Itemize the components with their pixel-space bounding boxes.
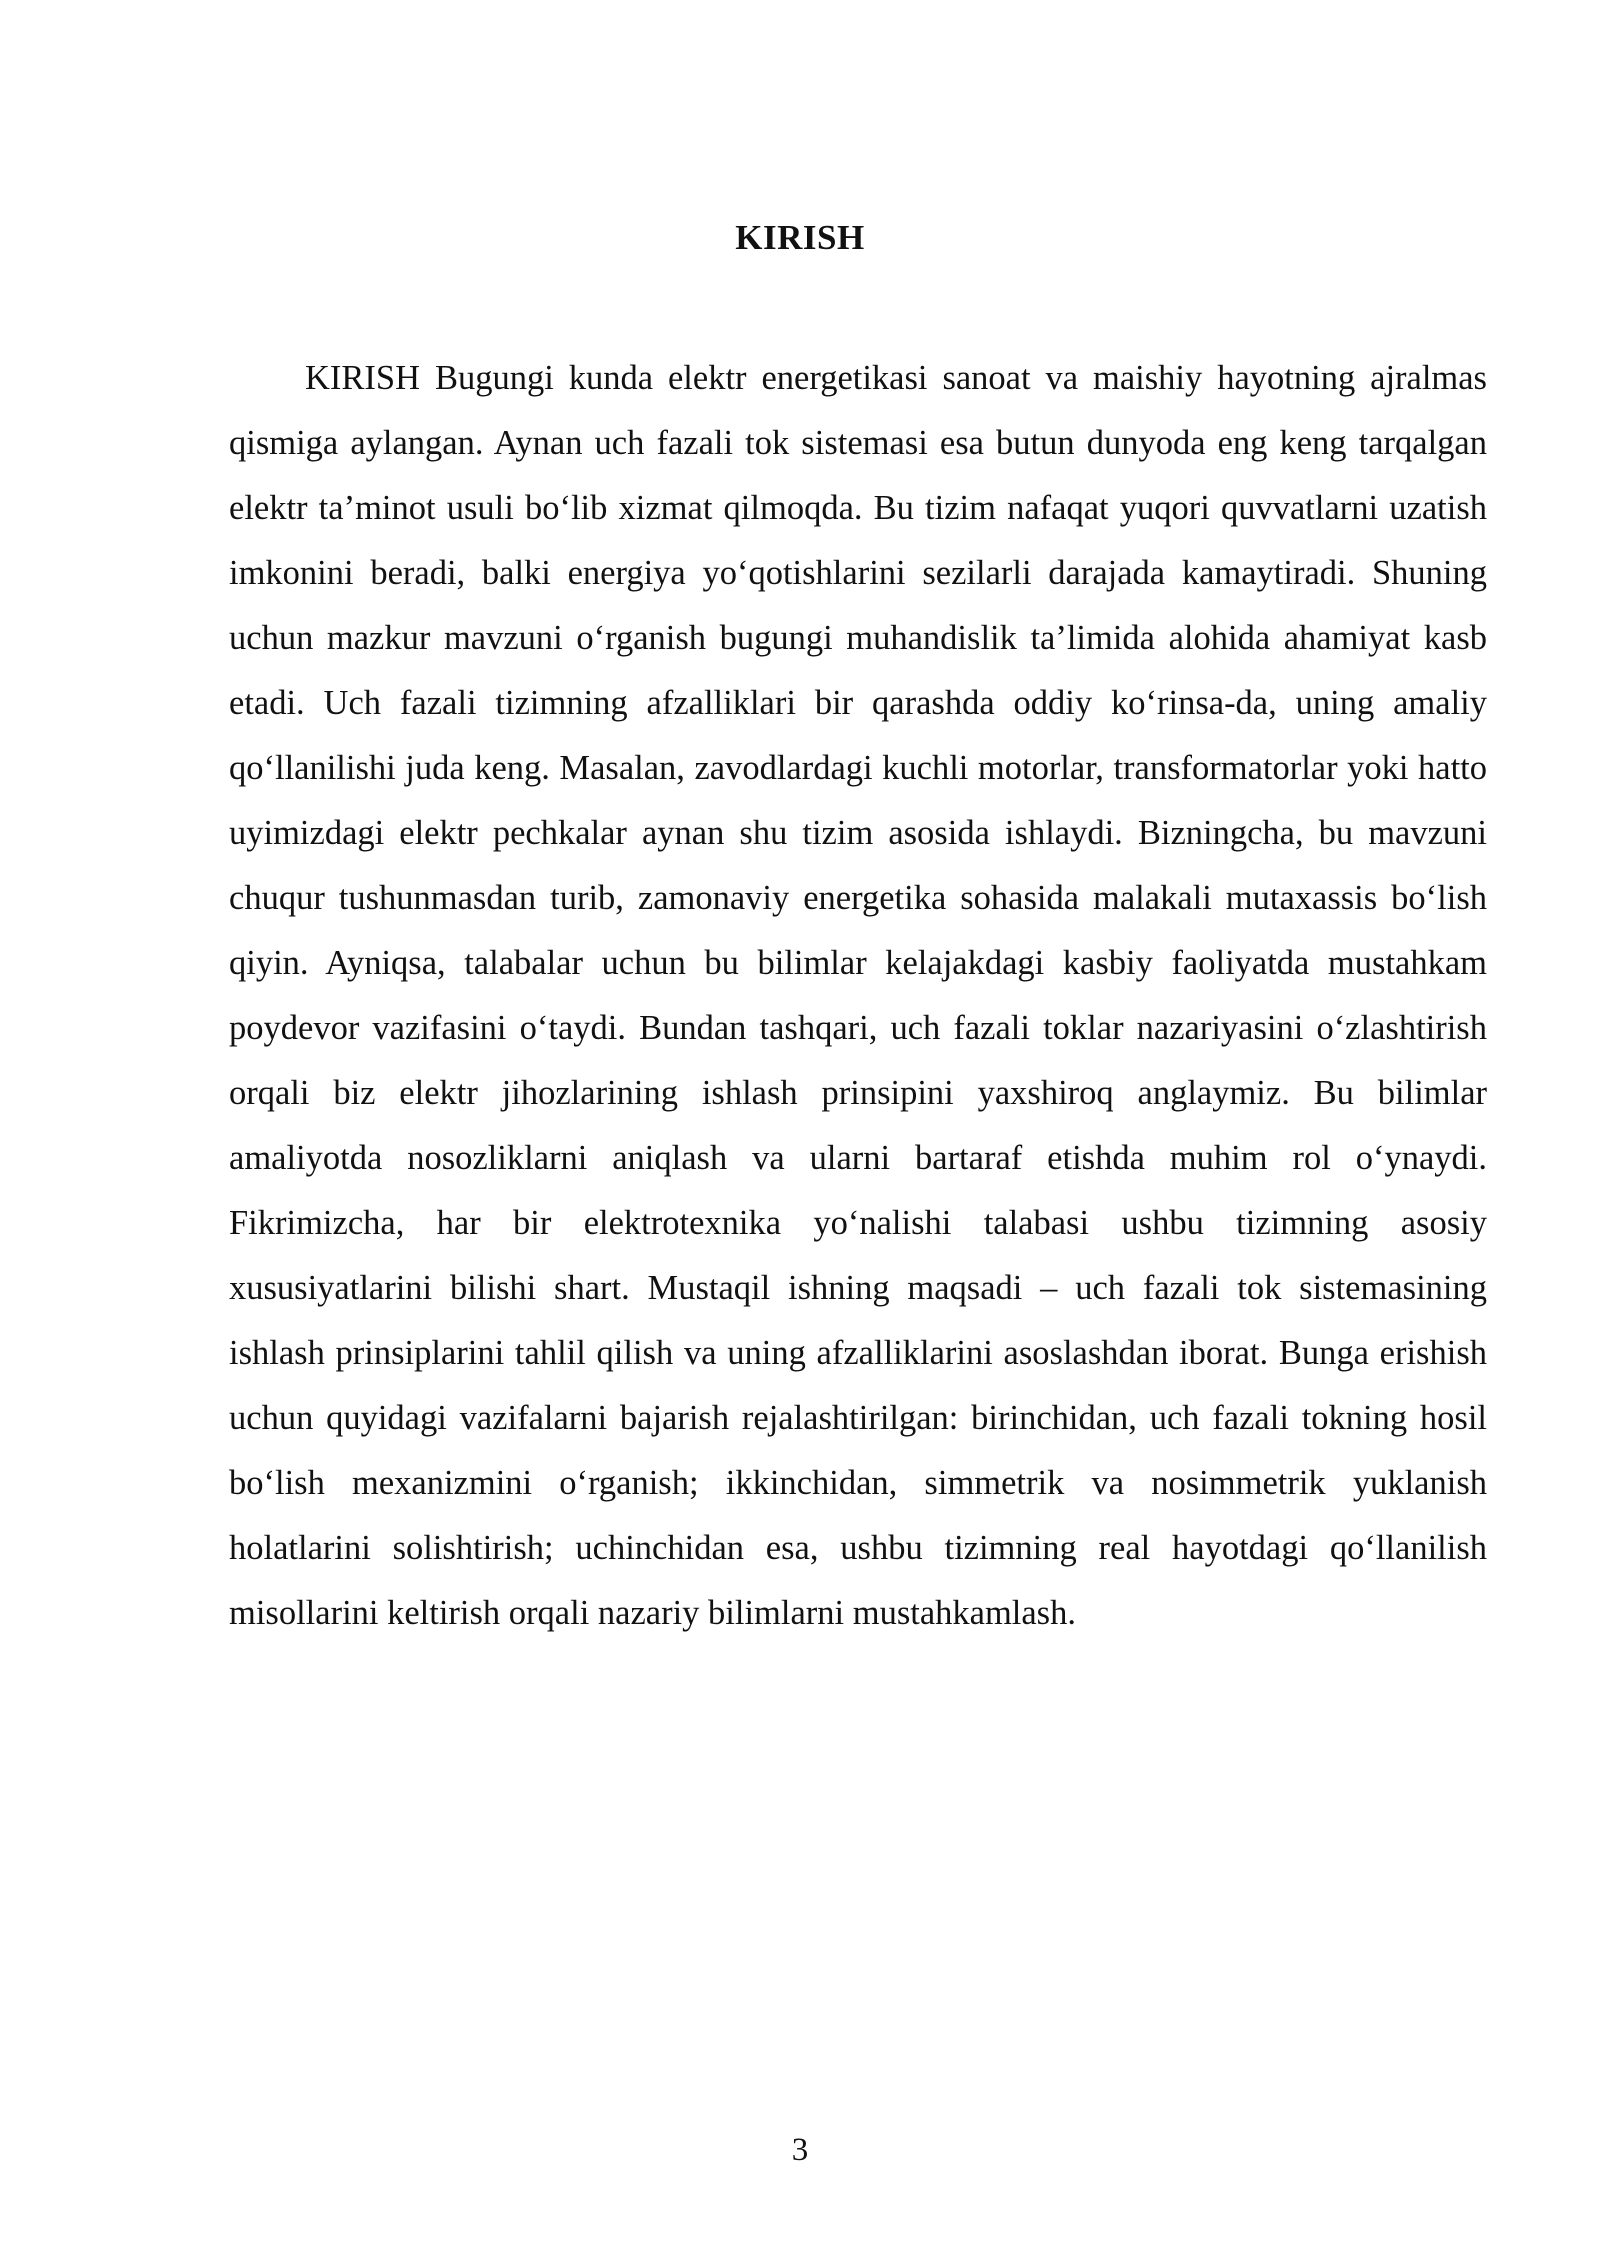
- page-number: 3: [791, 2132, 809, 2168]
- section-heading: KIRISH: [735, 218, 865, 257]
- body-paragraph: KIRISH Bugungi kunda elektr energetikasi sanoat va maishiy hayotning ajralmas qismiga aylangan. Aynan uch fazali tok sistemasi esa butun dunyoda eng keng tarqalgan elektr ta’minot usuli bo‘lib xizmat qilmoqda. Bu tizim nafaqat yuqori quvvatlarni uzatish imkonini beradi, balki energiya yo‘qotishlarini sezilarli darajada kamaytiradi. Shuning uchun mazkur mavzuni o‘rganish bugungi muhandislik ta’limida alohida ahamiyat kasb etadi. Uch fazali tizimning afzalliklari bir qarashda oddiy ko‘rinsa-da, uning amaliy qo‘llanilishi juda keng. Masalan, zavodlardagi kuchli motorlar, transformatorlar yoki hatto uyimizdagi elektr pechkalar aynan shu tizim asosida ishlaydi. Bizningcha, bu mavzuni chuqur tushunmasdan turib, zamonaviy energetika sohasida malakali mutaxassis bo‘lish qiyin. Ayniqsa, talabalar uchun bu bilimlar kelajakdagi kasbiy faoliyatda mustahkam poydevor vazifasini o‘taydi. Bundan tashqari, uch fazali toklar nazariyasini o‘zlashtirish orqali biz elektr jihozlarining ishlash prinsipini yaxshiroq anglaymiz. Bu bilimlar amaliyotda nosozliklarni aniqlash va ularni bartaraf etishda muhim rol o‘ynaydi. Fikrimizcha, har bir elektrotexnika yo‘nalishi talabasi ushbu tizimning asosiy xususiyatlarini bilishi shart. Mustaqil ishning maqsadi – uch fazali tok sistemasining ishlash prinsiplarini tahlil qilish va uning afzalliklarini asoslashdan iborat. Bunga erishish uchun quyidagi vazifalarni bajarish rejalashtirilgan: birinchidan, uch fazali tokning hosil bo‘lish mexanizmini o‘rganish; ikkinchidan, simmetrik va nosimmetrik yuklanish holatlarini solishtirish; uchinchidan esa, ushbu tizimning real hayotdagi qo‘llanilish misollarini keltirish orqali nazariy bilimlarni mustahkamlash.: [229, 359, 1487, 1632]
